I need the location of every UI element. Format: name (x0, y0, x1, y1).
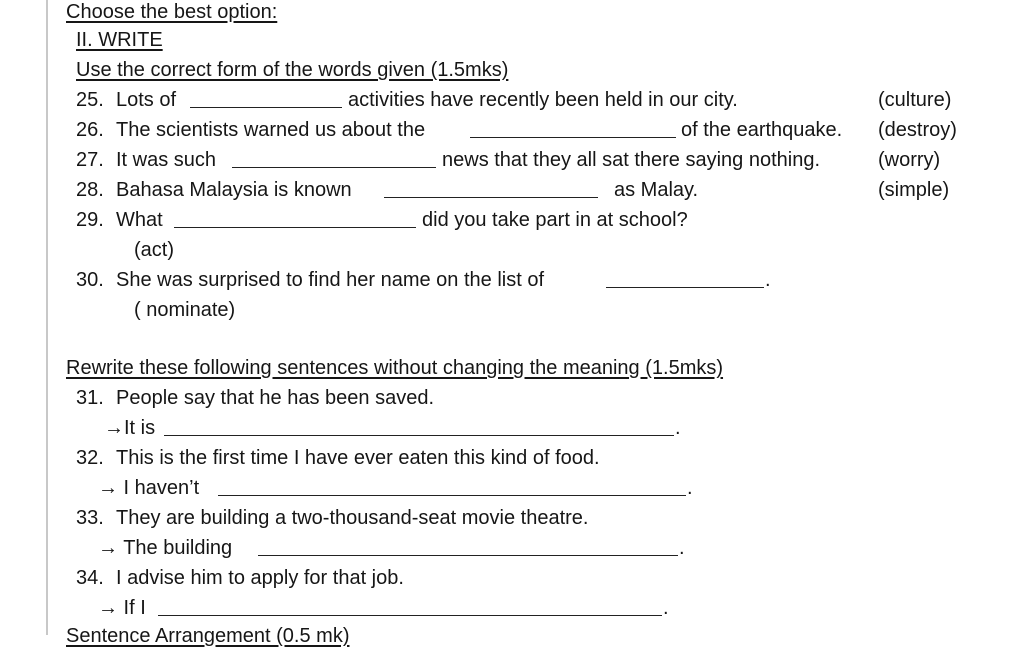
q27-number: 27. (76, 149, 104, 171)
q30-before: She was surprised to find her name on the list of (116, 269, 545, 291)
q29-before: What (116, 209, 163, 231)
q30-blank[interactable] (606, 287, 764, 288)
q25-before: Lots of (116, 89, 177, 111)
part1-title: Use the correct form of the words given (1.5mks) (76, 59, 509, 81)
q31-number: 31. (76, 387, 104, 409)
q27-before: It was such (116, 149, 217, 171)
q32-sentence: This is the first time I have ever eaten this kind of food. (116, 447, 600, 469)
q27-blank[interactable] (232, 167, 436, 168)
q30-hint: ( nominate) (134, 299, 236, 321)
q31-sentence: People say that he has been saved. (116, 387, 435, 409)
q29-blank[interactable] (174, 227, 416, 228)
q33-prompt: → The building (98, 537, 233, 559)
section-heading: II. WRITE (76, 29, 163, 51)
q32-end: . (687, 477, 693, 499)
q32-number: 32. (76, 447, 104, 469)
q33-end: . (679, 537, 685, 559)
q28-hint: (simple) (878, 179, 950, 201)
q32-answer-line[interactable] (218, 495, 686, 496)
q26-number: 26. (76, 119, 104, 141)
q25-hint: (culture) (878, 89, 952, 111)
q25-blank[interactable] (190, 107, 342, 108)
q27-after: news that they all sat there saying nothing. (442, 149, 821, 171)
q26-before: The scientists warned us about the (116, 119, 426, 141)
q28-blank[interactable] (384, 197, 598, 198)
q26-blank[interactable] (470, 137, 676, 138)
q34-end: . (663, 597, 669, 619)
instruction-heading: Choose the best option: (66, 1, 278, 23)
q26-hint: (destroy) (878, 119, 957, 141)
q25-number: 25. (76, 89, 104, 111)
part2-title: Rewrite these following sentences without changing the meaning (1.5mks) (66, 357, 724, 379)
q29-hint: (act) (134, 239, 174, 261)
q33-number: 33. (76, 507, 104, 529)
q31-answer-line[interactable] (164, 435, 674, 436)
q34-answer-line[interactable] (158, 615, 662, 616)
q31-end: . (675, 417, 681, 439)
q34-prompt: → If I (98, 597, 146, 619)
q27-hint: (worry) (878, 149, 941, 171)
q26-after: of the earthquake. (681, 119, 843, 141)
q29-after: did you take part in at school? (422, 209, 688, 231)
page-margin-line (46, 0, 48, 635)
q29-number: 29. (76, 209, 104, 231)
next-section-heading: Sentence Arrangement (0.5 mk) (66, 625, 350, 647)
q28-after: as Malay. (614, 179, 699, 201)
q30-number: 30. (76, 269, 104, 291)
q32-prompt: → I haven’t (98, 477, 200, 499)
q28-number: 28. (76, 179, 104, 201)
q28-before: Bahasa Malaysia is known (116, 179, 352, 201)
q34-sentence: I advise him to apply for that job. (116, 567, 404, 589)
q34-number: 34. (76, 567, 104, 589)
q33-sentence: They are building a two-thousand-seat movie theatre. (116, 507, 589, 529)
q25-after: activities have recently been held in our city. (348, 89, 738, 111)
q31-prompt: →It is (104, 417, 156, 439)
q33-answer-line[interactable] (258, 555, 678, 556)
q30-end: . (765, 269, 771, 291)
